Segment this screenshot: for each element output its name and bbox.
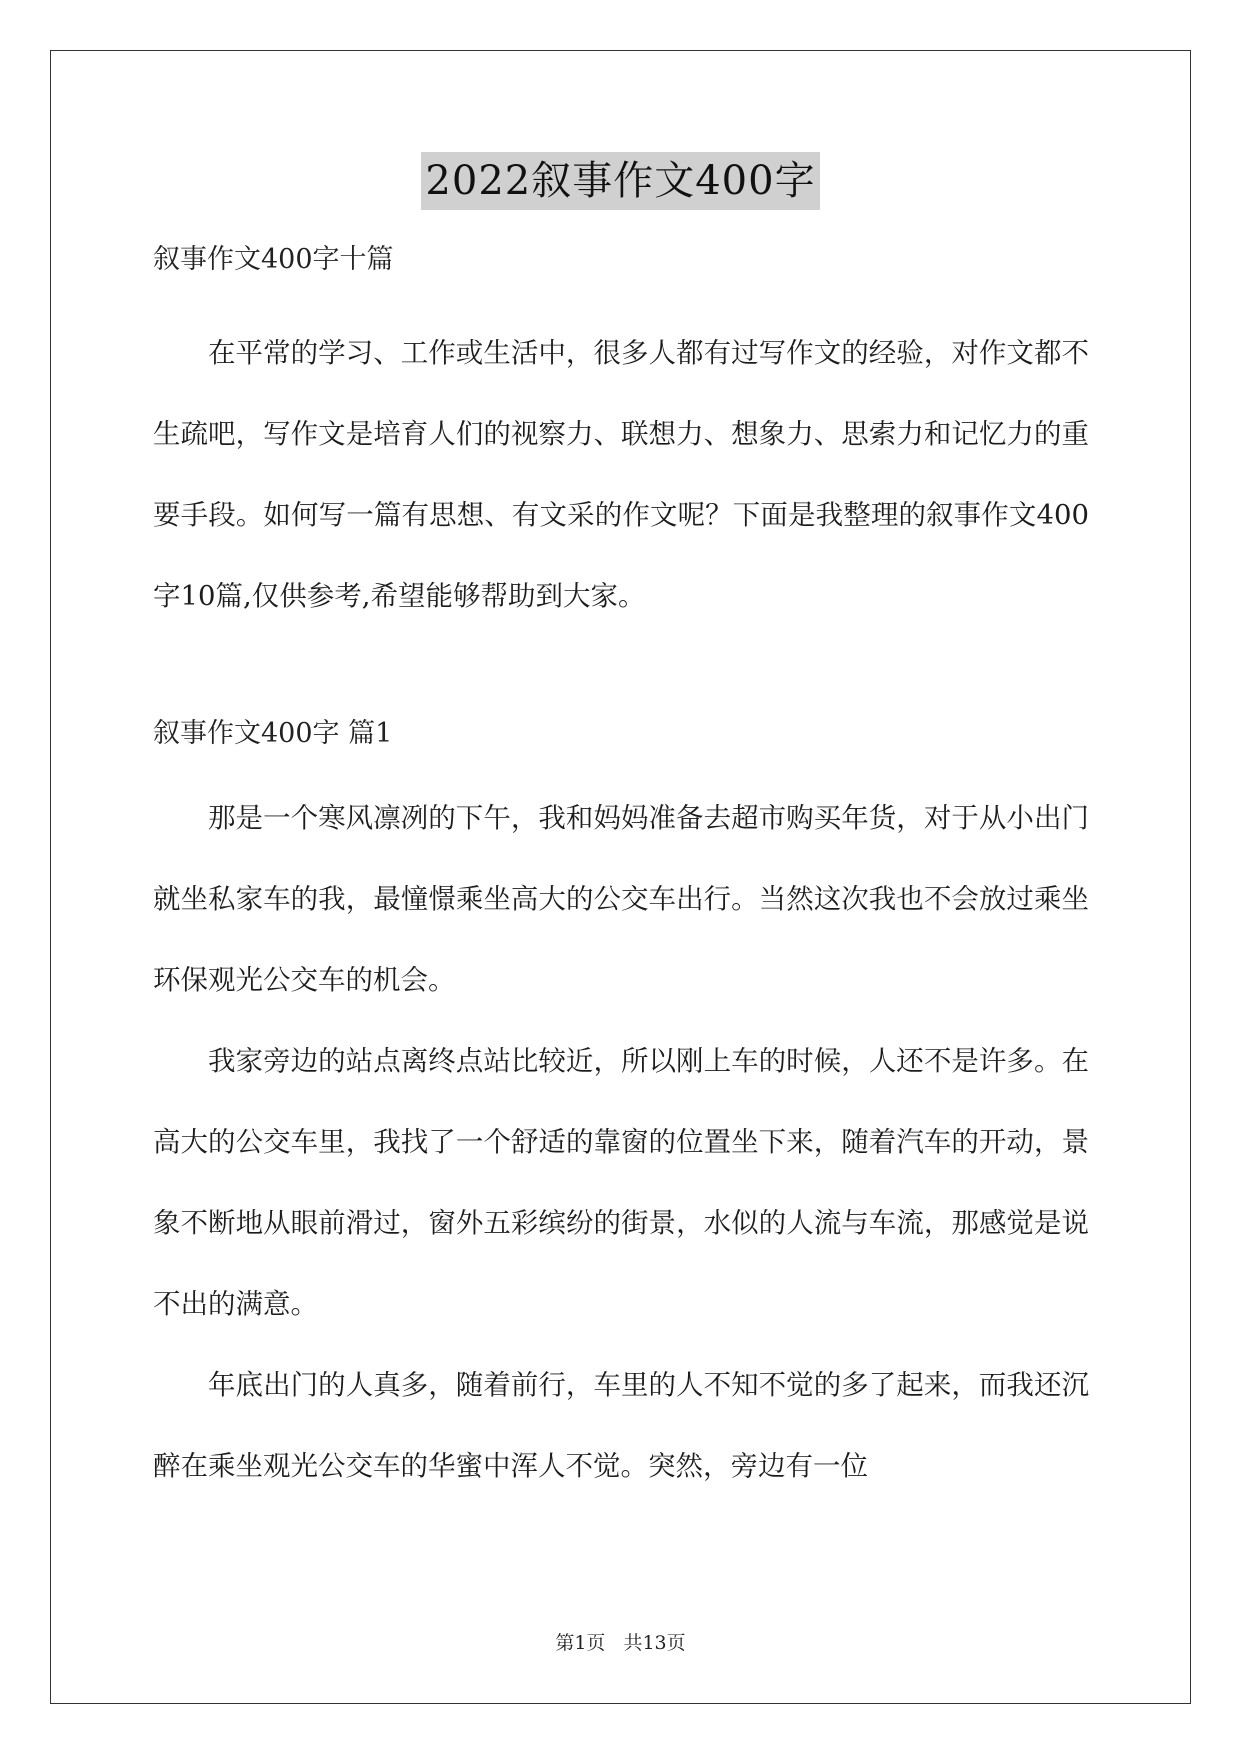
section-heading-intro: 叙事作文400字十篇 — [153, 244, 394, 275]
document-body — [153, 240, 1089, 1507]
document-title: 2022叙事作文400字 — [421, 152, 819, 210]
paragraph-intro: 在平常的学习、工作或生活中，很多人都有过写作文的经验，对作文都不生疏吧，写作文是培育人们的视察力、联想力、想象力、思索力和记忆力的重要手段。如何写一篇有思想、有文采的作文呢？下面是我整理的叙事作文400字10篇,仅供参考,希望能够帮助到大家。 — [153, 337, 1089, 612]
paragraph: 年底出门的人真多，随着前行，车里的人不知不觉的多了起来，而我还沉醉在乘坐观光公交车的华蜜中浑人不觉。突然，旁边有一位 — [153, 1369, 1089, 1482]
paragraph: 我家旁边的站点离终点站比较近，所以刚上车的时候，人还不是许多。在高大的公交车里，我找了一个舒适的靠窗的位置坐下来，随着汽车的开动，景象不断地从眼前滑过，窗外五彩缤纷的街景，水似的人流与车流，那感觉是说不出的满意。 — [153, 1045, 1089, 1320]
page-footer — [0, 1628, 1241, 1655]
page-total: 共13页 — [623, 1632, 686, 1654]
paragraph: 那是一个寒风凛冽的下午，我和妈妈准备去超市购买年货，对于从小出门就坐私家车的我，最憧憬乘坐高大的公交车出行。当然这次我也不会放过乘坐环保观光公交车的机会。 — [153, 802, 1089, 996]
section-heading-essay-1: 叙事作文400字 篇1 — [153, 718, 393, 749]
title-block — [0, 152, 1241, 210]
page-number: 第1页 — [555, 1632, 606, 1654]
